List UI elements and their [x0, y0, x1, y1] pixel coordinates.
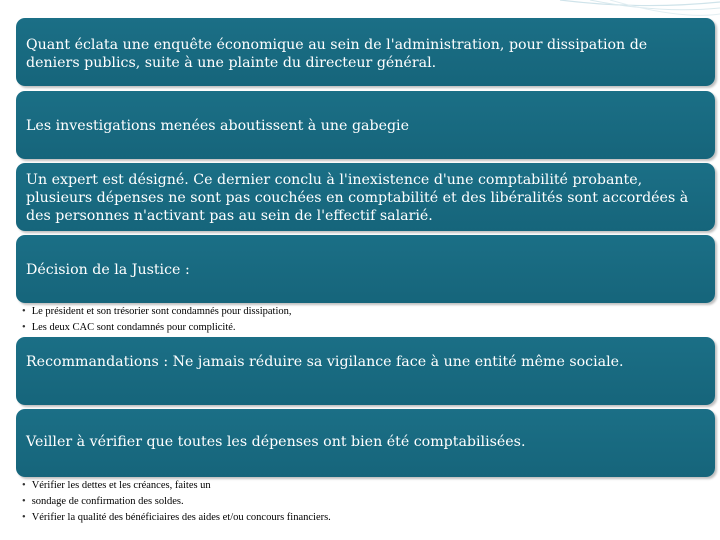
block-text: Veiller à vérifier que toutes les dépenses ont bien été comptabilisées. [26, 434, 526, 450]
block-text: Un expert est désigné. Ce dernier conclu à l'inexistence d'une comptabilité probante, plusieurs dépenses ne sont pas couchées en comptabilité et des libéralités sont accordées à des personnes n'activant pas au sein de l'effectif salarié. [26, 172, 689, 224]
content-box-expert [16, 163, 715, 231]
block-text: Quant éclata une enquête économique au sein de l'administration, pour dissipation de deniers publics, suite à une plainte du directeur général. [26, 37, 648, 71]
verification-bullet-list [22, 478, 331, 526]
content-box-decision [16, 235, 715, 303]
content-box-verification [16, 409, 715, 477]
content-box-recommendations [16, 337, 715, 405]
block-text: Les investigations menées aboutissent à une gabegie [26, 118, 409, 134]
content-box-gabegie [16, 91, 715, 159]
decision-bullet-list [22, 304, 292, 336]
list-item: • Le président et son trésorier sont condamnés pour dissipation, [22, 304, 292, 320]
content-box-investigation [16, 18, 715, 86]
list-item: • Vérifier les dettes et les créances, faites un [22, 478, 331, 494]
list-item: • sondage de confirmation des soldes. [22, 494, 331, 510]
block-text: Décision de la Justice : [26, 262, 190, 278]
block-text: Recommandations : Ne jamais réduire sa vigilance face à une entité même sociale. [26, 354, 624, 370]
list-item: • Les deux CAC sont condamnés pour complicité. [22, 320, 292, 336]
list-item: • Vérifier la qualité des bénéficiaires des aides et/ou concours financiers. [22, 510, 331, 526]
